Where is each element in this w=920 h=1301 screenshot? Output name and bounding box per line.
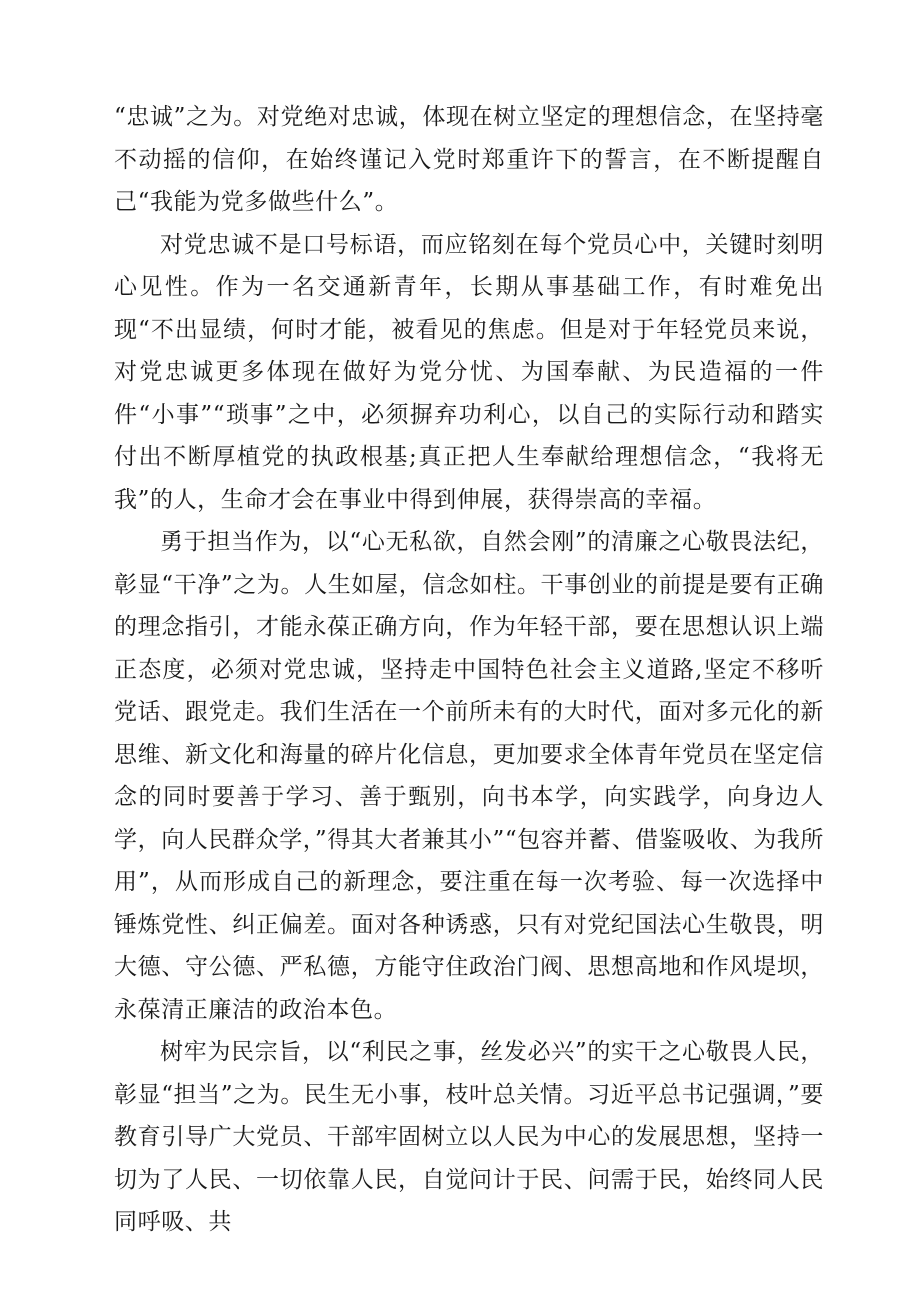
paragraph-serve-people: 树牢为民宗旨，以“利民之事，丝发必兴”的实干之心敬畏人民，彰显“担当”之为。民生无小事，枝叶总关情。习近平总书记强调，”要教育引导广大党员、干部牢固树立以人民为中心的发展思想，坚持一切为了人民、一切依靠人民，自觉问计于民、问需于民，始终同人民同呼吸、共: [114, 1039, 824, 1235]
paragraph-courage-responsibility: 勇于担当作为，以“心无私欲，自然会刚”的清廉之心敬畏法纪，彰显“干净”之为。人生如屋，信念如柱。干事创业的前提是要有正确的理念指引，才能永葆正确方向，作为年轻干部，要在思想认识上端正态度，必须对党忠诚，坚持走中国特色社会主义道路,坚定不移听党话、跟党走。我们生活在一个前所未有的大时代，面对多元化的新思维、新文化和海量的碎片化信息，更加要求全体青年党员在坚定信念的同时要善于学习、善于甄别，向书本学，向实践学，向身边人学，向人民群众学，”得其大者兼其小”“包容并蓄、借鉴吸收、为我所用”，从而形成自己的新理念，要注重在每一次考验、每一次选择中锤炼党性、纠正偏差。面对各种诱惑，只有对党纪国法心生敬畏，明大德、守公德、严私德，方能守住政治门阀、思想高地和作风堤坝，永葆清正廉洁的政治本色。: [114, 529, 824, 1023]
paragraph-loyalty-continuation: “忠诚”之为。对党绝对忠诚，体现在树立坚定的理想信念，在坚持毫不动摇的信仰，在始终谨记入党时郑重许下的誓言，在不断提醒自己“我能为党多做些什么”。: [114, 104, 824, 215]
paragraph-loyalty-not-slogan: 对党忠诚不是口号标语，而应铭刻在每个党员心中，关键时刻明心见性。作为一名交通新青年，长期从事基础工作，有时难免出现“不出显绩，何时才能，被看见的焦虑。但是对于年轻党员来说，对党忠诚更多体现在做好为党分忧、为国奉献、为民造福的一件件“小事”“琐事”之中，必须摒弃功利心，以自己的实际行动和踏实付出不断厚植党的执政根基;真正把人生奉献给理想信念，“我将无我”的人，生命才会在事业中得到伸展，获得崇高的幸福。: [114, 231, 824, 513]
document-body: [114, 96, 824, 1244]
